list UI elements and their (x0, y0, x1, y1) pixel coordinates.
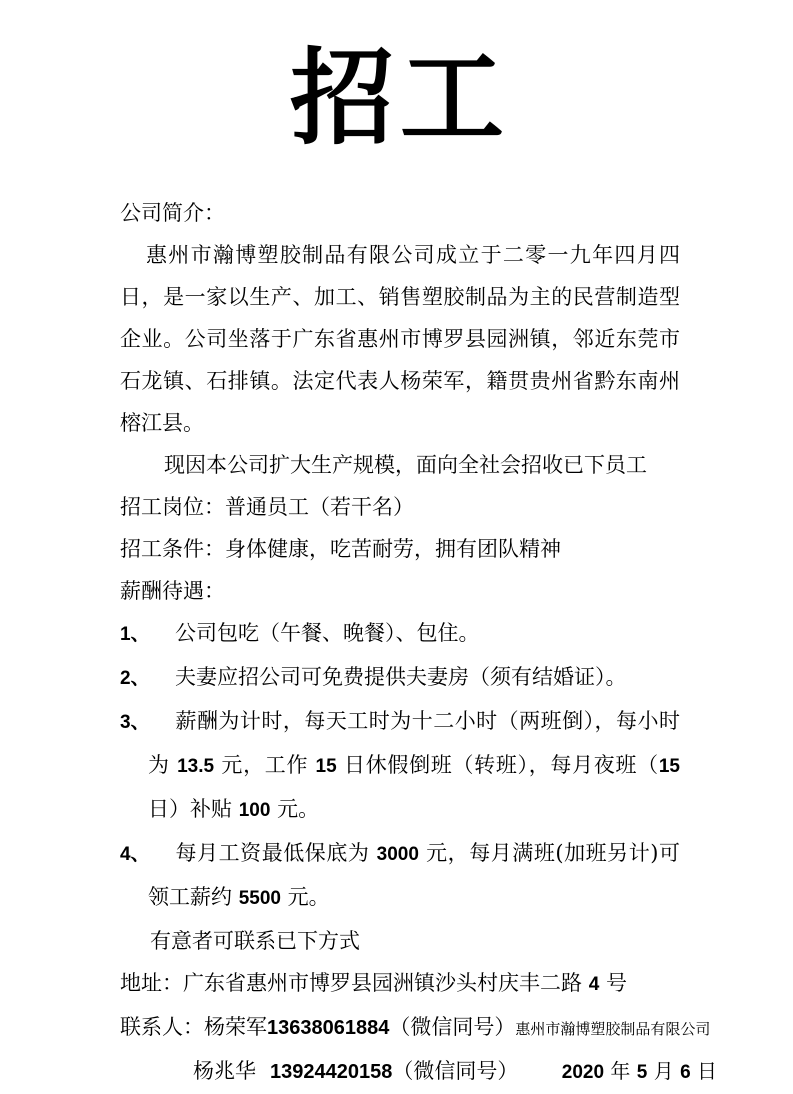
text-segment: 年 (604, 1059, 637, 1083)
benefit-item (120, 612, 680, 656)
address-line (120, 962, 680, 1006)
document-page (0, 36, 793, 1090)
text-segment: 薪酬为计时，每天工时为十二小时（两班倒），每小时为 (148, 709, 680, 777)
phone-number-1: 13638061884 (267, 1017, 390, 1039)
inline-number: 2020 (561, 1062, 605, 1083)
company-name-small: 惠州市瀚博塑胶制品有限公司 (515, 1020, 711, 1038)
wechat-note-2: （微信同号） (392, 1059, 519, 1083)
company-intro-paragraph: 惠州市瀚博塑胶制品有限公司成立于二零一九年四月四日，是一家以生产、加工、销售塑胶制品为主的民营制造型企业。公司坐落于广东省惠州市博罗县园洲镇，邻近东莞市石龙镇、石排镇。法定代表人杨荣军，籍贯贵州省黔东南州榕江县。 (120, 243, 680, 435)
benefit-text (175, 621, 480, 645)
wechat-note-1: （微信同号） (389, 1015, 516, 1039)
benefit-text (148, 841, 680, 909)
inline-number: 3000 (376, 844, 419, 865)
text-segment: 地址：广东省惠州市博罗县园洲镇沙头村庆丰二路 (120, 971, 589, 995)
benefit-item (120, 832, 680, 920)
text-segment: 夫妻应招公司可免费提供夫妻房（须有结婚证）。 (175, 665, 627, 689)
benefit-number: 3、 (120, 712, 150, 733)
inline-number: 13.5 (177, 756, 215, 777)
contact-name-2: 杨兆华 (193, 1059, 256, 1083)
benefit-number: 2、 (120, 668, 150, 689)
inline-number: 15 (315, 756, 337, 777)
company-intro-heading: 公司简介： (120, 201, 225, 225)
text-segment: 每月工资最低保底为 (175, 841, 377, 865)
contact-note-line: 有意者可联系已下方式 (150, 929, 360, 953)
recruit-intro-line: 现因本公司扩大生产规模，面向全社会招收已下员工 (164, 453, 647, 477)
text-segment: 月 (647, 1059, 681, 1083)
text-segment: 日休假倒班（转班），每月夜班（ (336, 753, 659, 777)
condition-line: 招工条件：身体健康，吃苦耐劳，拥有团队精神 (120, 537, 561, 561)
inline-number: 6 (680, 1062, 691, 1083)
inline-number: 5 (636, 1062, 648, 1083)
text-segment: 元。 (280, 885, 330, 909)
benefit-text (175, 665, 627, 689)
benefits-list (120, 612, 680, 920)
inline-number: 5500 (238, 888, 281, 909)
salary-heading: 薪酬待遇： (120, 579, 225, 603)
text-segment: 号 (599, 971, 627, 995)
text-segment: 日）补贴 (148, 797, 239, 821)
text-segment: 元，每月满班(加班另计)可领工薪约 (148, 841, 680, 909)
text-segment: 公司包吃（午餐、晚餐）、包住。 (175, 621, 480, 645)
contact-label: 联系人： (120, 1015, 204, 1039)
contact-name-1: 杨荣军 (204, 1015, 267, 1039)
benefit-number: 1、 (120, 624, 150, 645)
document-date (562, 1050, 717, 1094)
inline-number: 4 (588, 974, 600, 995)
benefit-item (120, 656, 680, 700)
contact-row-2 (120, 1050, 717, 1094)
text-segment: 日 (690, 1059, 717, 1083)
position-line: 招工岗位：普通员工（若干名） (120, 495, 414, 519)
benefit-item (120, 700, 680, 832)
benefit-text (148, 709, 680, 821)
phone-number-2: 13924420158 (270, 1061, 393, 1083)
text-segment: 元。 (270, 797, 320, 821)
inline-number: 100 (238, 800, 271, 821)
document-title: 招工 (289, 36, 510, 159)
contact-row-1 (120, 1006, 711, 1050)
benefit-number: 4、 (120, 844, 150, 865)
text-segment: 元，工作 (214, 753, 316, 777)
inline-number: 15 (658, 756, 680, 777)
